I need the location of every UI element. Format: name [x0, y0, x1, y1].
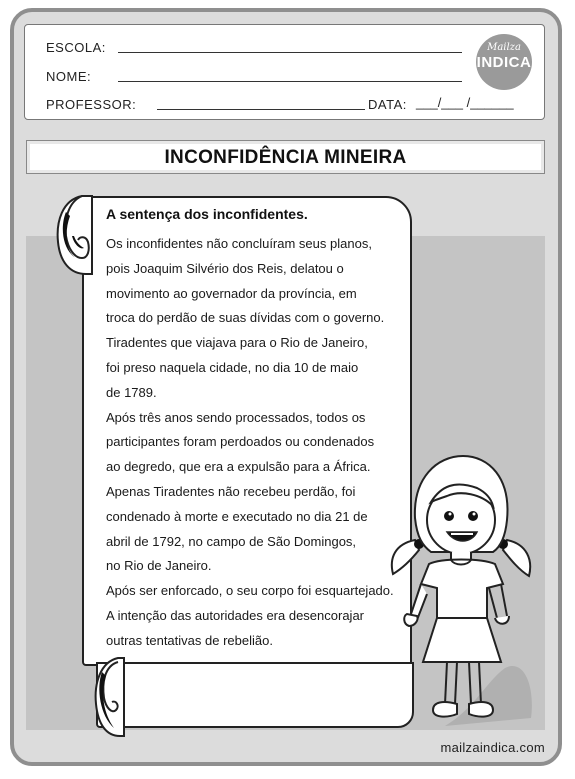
text-line: abril de 1792, no campo de São Domingos,	[106, 533, 357, 549]
text-line: pois Joaquim Silvério dos Reis, delatou o	[106, 260, 344, 276]
nome-label: NOME:	[46, 69, 92, 84]
text-line: outras tentativas de rebelião.	[106, 632, 273, 648]
escola-label: ESCOLA:	[46, 40, 106, 55]
text-line: de 1789.	[106, 384, 157, 400]
footer-website: mailzaindica.com	[440, 740, 545, 755]
text-heading: A sentença dos inconfidentes.	[106, 206, 308, 222]
text-line: A intenção das autoridades era desencorajar	[106, 607, 365, 623]
text-line: Após três anos sendo processados, todos os	[106, 409, 366, 425]
text-line: Os inconfidentes não concluíram seus planos,	[106, 236, 372, 251]
text-line: condenado à morte e executado no dia 21 de	[106, 508, 368, 524]
text-line: troca do perdão de suas dívidas com o governo.	[106, 310, 385, 326]
scroll-paper-bottom	[96, 662, 414, 728]
text-line: Após ser enforcado, o seu corpo foi esquartejado.	[106, 583, 394, 599]
data-label: DATA:	[368, 97, 407, 112]
page-title: INCONFIDÊNCIA MINEIRA	[164, 147, 407, 168]
text-line: participantes foram perdoados ou condenados	[106, 434, 375, 450]
logo-block-text: INDICA	[476, 54, 532, 71]
text-line: ao degredo, que era a expulsão para a África.	[106, 459, 371, 475]
text-line: foi preso naquela cidade, no dia 10 de maio	[106, 359, 359, 375]
text-line: Tiradentes que viajava para o Rio de Janeiro,	[106, 335, 368, 351]
nome-field[interactable]	[118, 81, 462, 82]
mailza-indica-logo	[476, 34, 532, 90]
date-field[interactable]: ___/___ /______	[416, 95, 514, 110]
story-text	[106, 232, 416, 654]
text-line: no Rio de Janeiro.	[106, 558, 212, 574]
professor-field[interactable]	[157, 109, 365, 110]
scroll-roll-bottom-icon	[88, 654, 126, 740]
text-line: Apenas Tiradentes não recebeu perdão, foi	[106, 483, 356, 499]
logo-script-text: Mailza	[487, 42, 521, 53]
girl-illustration	[385, 448, 535, 730]
professor-label: PROFESSOR:	[46, 97, 137, 112]
text-line: movimento ao governador da província, em	[106, 285, 357, 301]
scroll-roll-top-icon	[52, 192, 96, 278]
escola-field[interactable]	[118, 52, 462, 53]
title-bar	[26, 140, 545, 174]
